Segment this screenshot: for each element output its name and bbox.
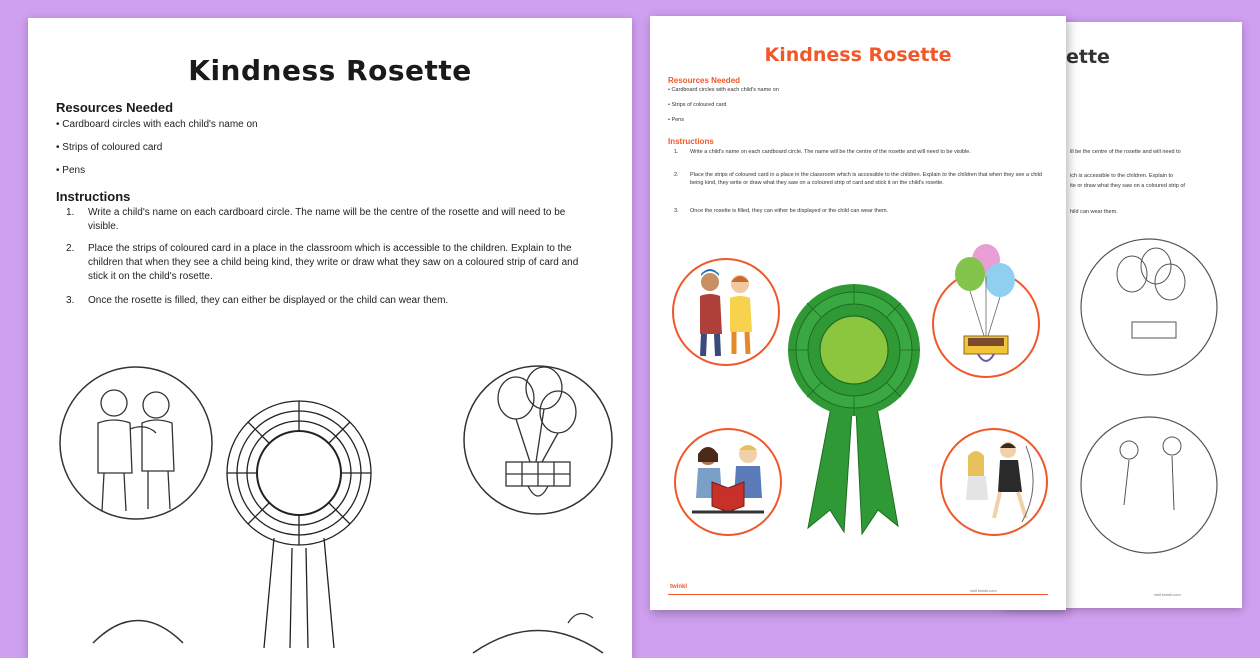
children-reading-illustration bbox=[672, 426, 784, 538]
back-page-title-fragment: ette bbox=[1066, 46, 1110, 68]
back-text-fragment: ite or draw what they saw on a coloured strip of bbox=[1070, 183, 1185, 189]
instruction-step bbox=[668, 207, 1048, 215]
balloons-outline-illustration bbox=[1074, 232, 1224, 382]
step-text: Write a child's name on each cardboard circle. The name will be the centre of the rosette and will need to be visible. bbox=[88, 207, 566, 232]
instruction-step bbox=[56, 242, 596, 284]
step-text: Place the strips of coloured card in a place in the classroom which is accessible to the children. Explain to the children that when they see a child being kind, they write or draw what they saw on a coloured strip of card and stick it on the child's rosette. bbox=[88, 243, 579, 282]
footer-url: visit twinkl.com bbox=[970, 588, 997, 593]
partial-bottom-illustration-right bbox=[468, 613, 608, 658]
balloons-outline-illustration bbox=[458, 360, 618, 520]
instructions-heading: Instructions bbox=[56, 189, 131, 204]
footer-divider bbox=[668, 594, 1048, 595]
page-title: Kindness Rosette bbox=[188, 54, 472, 87]
resource-item: • Pens bbox=[668, 117, 684, 123]
step-number: 3. bbox=[674, 208, 679, 214]
instruction-step bbox=[668, 171, 1048, 187]
back-text-fragment: hild can wear them. bbox=[1070, 209, 1118, 215]
front-worksheet-page bbox=[650, 16, 1066, 610]
resources-heading: Resources Needed bbox=[668, 76, 741, 85]
step-number: 3. bbox=[66, 295, 75, 306]
resources-heading: Resources Needed bbox=[56, 100, 174, 115]
step-number: 2. bbox=[674, 172, 679, 178]
children-skipping-illustration bbox=[938, 426, 1050, 538]
resource-item: • Strips of coloured card bbox=[668, 102, 727, 108]
rosette-outline-illustration bbox=[224, 398, 374, 658]
friends-outline-illustration bbox=[56, 363, 216, 523]
friends-color-illustration bbox=[670, 256, 782, 368]
step-text: Once the rosette is filled, they can either be displayed or the child can wear them. bbox=[690, 208, 889, 214]
resource-item: • Cardboard circles with each child's name on bbox=[56, 119, 258, 130]
resource-item: • Cardboard circles with each child's name on bbox=[668, 87, 779, 93]
step-text: Place the strips of coloured card in a place in the classroom which is accessible to the children. Explain to the children that when they see a child being kind, they write or draw what they saw on a coloured strip of card and stick it on the child's rosette. bbox=[690, 172, 1042, 186]
step-text: Once the rosette is filled, they can either be displayed or the child can wear them. bbox=[88, 295, 449, 306]
step-text: Write a child's name on each cardboard circle. The name will be the centre of the rosette and will need to be visible. bbox=[690, 149, 971, 155]
resource-item: • Pens bbox=[56, 165, 86, 176]
back-text-fragment: ill be the centre of the rosette and will need to bbox=[1070, 149, 1181, 155]
partial-bottom-illustration-left bbox=[88, 603, 188, 658]
twinkl-logo: twinkl bbox=[670, 584, 688, 590]
page-title: Kindness Rosette bbox=[764, 44, 952, 66]
resource-item: • Strips of coloured card bbox=[56, 142, 163, 153]
instruction-step bbox=[56, 294, 596, 308]
step-number: 2. bbox=[66, 243, 75, 254]
step-number: 1. bbox=[674, 149, 679, 155]
instruction-step bbox=[668, 148, 1048, 156]
balloons-color-illustration bbox=[930, 240, 1042, 380]
back-text-fragment: ich is accessible to the children. Explain to bbox=[1070, 173, 1174, 179]
instructions-heading: Instructions bbox=[668, 137, 714, 146]
step-number: 1. bbox=[66, 207, 75, 218]
left-worksheet-page bbox=[28, 18, 632, 658]
green-rosette-illustration bbox=[786, 282, 922, 538]
children-playing-outline-illustration bbox=[1074, 410, 1224, 560]
back-footer-url: visit twinkl.com bbox=[1154, 592, 1181, 597]
instruction-step bbox=[56, 206, 596, 234]
